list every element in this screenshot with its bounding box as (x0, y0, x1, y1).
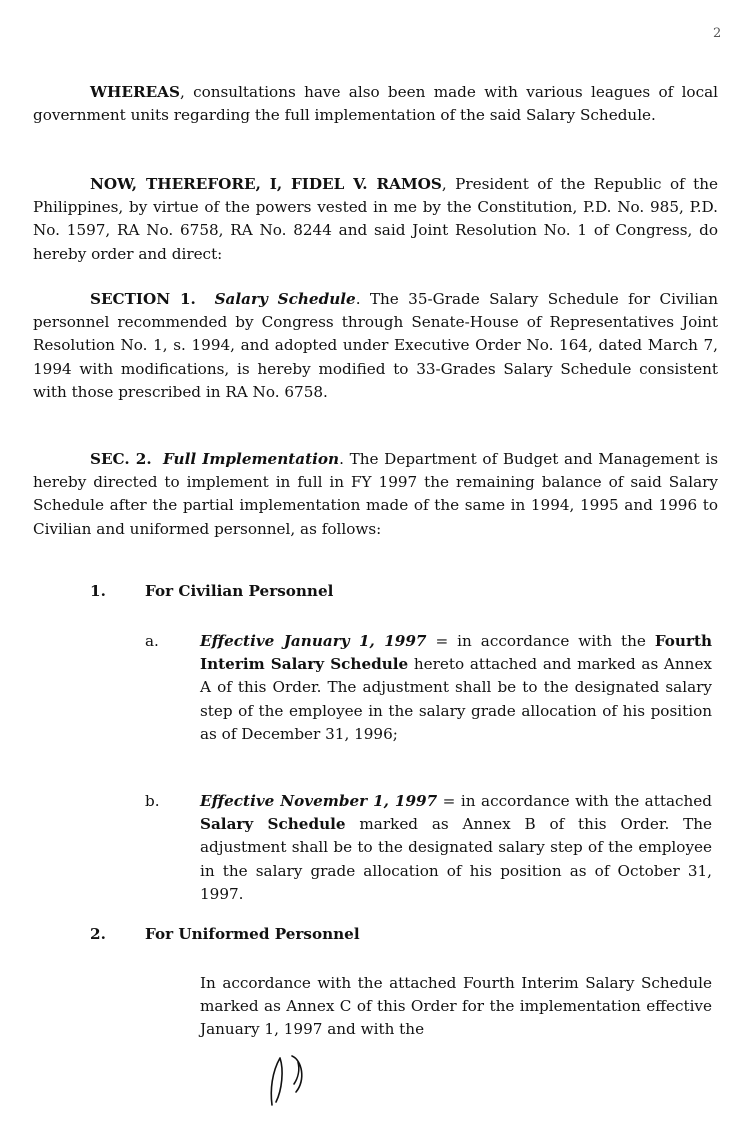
whereas-lead: WHEREAS (90, 83, 180, 101)
section-1-title: Salary Schedule (214, 290, 356, 308)
subitem-a-post: hereto attached and marked as Annex A of this Order. The adjustment shall be to the designated salary step of the employee in the salary grade allocation of his position as of December 31, 1996; (200, 655, 713, 743)
subitem-b-text (200, 790, 712, 906)
page-number: 2 (713, 26, 722, 41)
subitem-a-label: a. (145, 632, 159, 650)
subitem-a-text (200, 630, 712, 746)
section-2-body: . The Department of Budget and Management is hereby directed to implement in full in FY 1997 the remaining balance of said Salary Schedule after the partial implementation made of the same in 1994, 1995 and 1996 to Civilian and uniformed personnel, as follows: (33, 450, 719, 538)
subitem-b-effective: Effective November 1, 1997 (200, 792, 438, 810)
subitem-b-label: b. (145, 792, 160, 810)
whereas-paragraph (33, 81, 718, 127)
subitem-a-effective: Effective January 1, 1997 (200, 632, 427, 650)
now-therefore-paragraph (33, 173, 718, 266)
subitem-b-schedule: Salary Schedule (200, 815, 346, 834)
item-1-heading: For Civilian Personnel (145, 582, 334, 600)
subitem-a-schedule: Fourth Interim Salary Schedule (200, 632, 713, 674)
section-2-title: Full Implementation (163, 450, 340, 468)
now-therefore-lead: NOW, THEREFORE, I, FIDEL V. RAMOS (90, 175, 442, 193)
section-2-lead: SEC. 2. (90, 450, 152, 468)
signature-initial (262, 1050, 322, 1110)
section-2-paragraph (33, 448, 718, 541)
subitem-a-pre: = in accordance with the (426, 632, 655, 650)
whereas-body: , consultations have also been made with various leagues of local government units regarding the full implementation of the said Salary Schedule. (33, 83, 718, 125)
item-2-heading: For Uniformed Personnel (145, 925, 360, 943)
item-2-text: In accordance with the attached Fourth Interim Salary Schedule marked as Annex C of this Order for the implementation effective January 1, 1997 and with the (200, 974, 712, 1039)
section-1-paragraph (33, 288, 718, 404)
section-1-body: . The 35-Grade Salary Schedule for Civilian personnel recommended by Congress through Senate-House of Representatives Joint Resolution No. 1, s. 1994, and adopted under Executive Order No. 164, dated March 7, 1994 with modifications, is hereby modified to 33-Grades Salary Schedule consistent with those prescribed in RA No. 6758. (33, 290, 718, 401)
section-1-lead: SECTION 1. (90, 290, 196, 308)
subitem-b-post: marked as Annex B of this Order. The adjustment shall be to the designated salary step of the employee in the salary grade allocation of his position as of October 31, 1997. (200, 815, 713, 903)
subitem-b-pre: = in accordance with the attached (437, 792, 712, 810)
item-1-number: 1. (90, 582, 106, 600)
item-2-number: 2. (90, 925, 106, 943)
now-therefore-body: , President of the Republic of the Philippines, by virtue of the powers vested in me by the Constitution, P.D. No. 985, P.D. No. 1597, RA No. 6758, RA No. 8244 and said Joint Resolution No. 1 of Congress, do hereby order and direct: (33, 175, 718, 263)
